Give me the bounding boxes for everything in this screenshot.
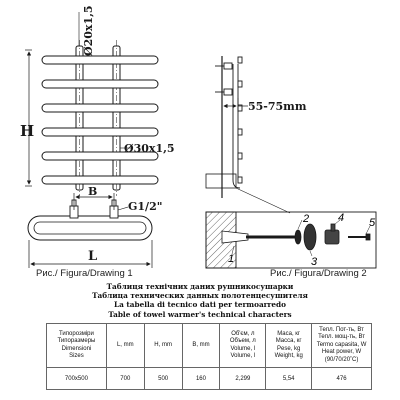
table-body xyxy=(47,368,372,390)
rung-dimension: Ø30x1,5 xyxy=(124,142,175,155)
rung xyxy=(42,80,158,88)
table-cell: 2,299 xyxy=(220,368,266,390)
rung xyxy=(42,104,158,112)
b-label: B xyxy=(88,185,98,198)
holder-part xyxy=(325,224,339,244)
header-line: Weight, kg xyxy=(274,352,303,359)
technical-data-table xyxy=(46,323,372,390)
header-line: Тепл. Пот-ть, Вт xyxy=(319,326,364,333)
mount-brackets xyxy=(215,63,232,95)
header-line: H, mm xyxy=(154,341,172,348)
header-line: Heat power, W xyxy=(321,349,362,356)
thread-leader xyxy=(118,207,128,210)
table-titles xyxy=(0,282,400,319)
part-number-5: 5 xyxy=(369,217,376,229)
header-line: L, mm xyxy=(116,341,134,348)
table-header-cell xyxy=(312,324,372,368)
header-line: B, mm xyxy=(192,341,210,348)
profile-rungs xyxy=(238,57,242,183)
header-line: Dimensioni xyxy=(61,345,92,352)
drawing-1-front-view xyxy=(20,5,175,196)
header-line: Termo capasita, W xyxy=(316,341,367,348)
profile-rung xyxy=(238,57,242,63)
profile-rung xyxy=(238,81,242,87)
length-label: L xyxy=(88,249,98,264)
header-line: Типоразмеры xyxy=(57,338,96,345)
table-cell: 160 xyxy=(182,368,220,390)
screw-part xyxy=(246,230,301,244)
part-number-2: 2 xyxy=(303,213,310,225)
title-ukrainian: Таблиця технічних даних рушникосушарки xyxy=(106,282,294,291)
drawing-2-mount-detail xyxy=(206,212,376,268)
rung xyxy=(42,128,158,136)
header-line: Тепл. мощ-ть, Вт xyxy=(318,334,365,341)
drawing-2-side-view xyxy=(206,56,307,213)
rungs xyxy=(42,56,158,184)
header-line: Volume, l xyxy=(230,345,256,352)
top-tube-dimension: Ø20x1,5 xyxy=(82,5,95,56)
profile-rung xyxy=(238,129,242,135)
profile-rung xyxy=(238,177,242,183)
part-number-3: 3 xyxy=(311,256,318,268)
height-label: H xyxy=(20,122,35,140)
profile-rung xyxy=(238,153,242,159)
table-header-cell xyxy=(182,324,220,368)
rung xyxy=(42,56,158,64)
inlet-fittings xyxy=(70,200,118,218)
header-line: Volume, l xyxy=(230,352,256,359)
header-line: (90/70/20˚С) xyxy=(324,356,359,363)
table-header-cell xyxy=(144,324,182,368)
part-number-4: 4 xyxy=(338,212,345,224)
table-cell: 700x500 xyxy=(47,368,107,390)
title-italian: La tabella di tecnico dati per termoarredo xyxy=(114,300,286,310)
table-header-cell xyxy=(220,324,266,368)
detail-leader xyxy=(236,188,290,213)
header-line: Типорозміри xyxy=(59,330,94,337)
drawing-2-caption: Рис./ Figura/Drawing 2 xyxy=(270,268,367,279)
thread-label: G1/2" xyxy=(128,200,163,213)
header-line: Объем, л xyxy=(229,338,256,345)
table-cell: 500 xyxy=(144,368,182,390)
header-line: Pese, kg xyxy=(277,345,301,352)
set-screw-part xyxy=(348,234,370,240)
header-line: Маса, кг xyxy=(277,330,301,337)
table-row xyxy=(47,368,372,390)
detail-callout xyxy=(206,174,236,188)
table-cell: 476 xyxy=(312,368,372,390)
table-cell: 5,54 xyxy=(266,368,312,390)
table-header-cell xyxy=(47,324,107,368)
wall-gap-label: 55-75mm xyxy=(248,100,307,113)
part-number-1: 1 xyxy=(228,253,235,265)
table-header-row xyxy=(47,324,372,368)
header-line: Об'єм, л xyxy=(231,330,255,337)
title-english: Table of towel warmer's technical characters xyxy=(108,309,292,319)
wall-gap-dimension xyxy=(222,98,248,112)
drawing-1-caption: Рис./ Figura/Drawing 1 xyxy=(36,268,133,279)
dowel-part xyxy=(222,231,248,243)
drawing-1-top-view xyxy=(28,185,162,268)
rosette-part xyxy=(304,224,316,250)
rung xyxy=(42,176,158,184)
title-russian: Таблица технических данных полотенцесушителя xyxy=(92,291,308,301)
table-cell: 700 xyxy=(106,368,144,390)
header-line: Масса, кг xyxy=(275,338,302,345)
table-header-cell xyxy=(266,324,312,368)
height-dimension xyxy=(25,50,32,186)
table-header-cell xyxy=(106,324,144,368)
header-line: Sizes xyxy=(69,352,84,359)
